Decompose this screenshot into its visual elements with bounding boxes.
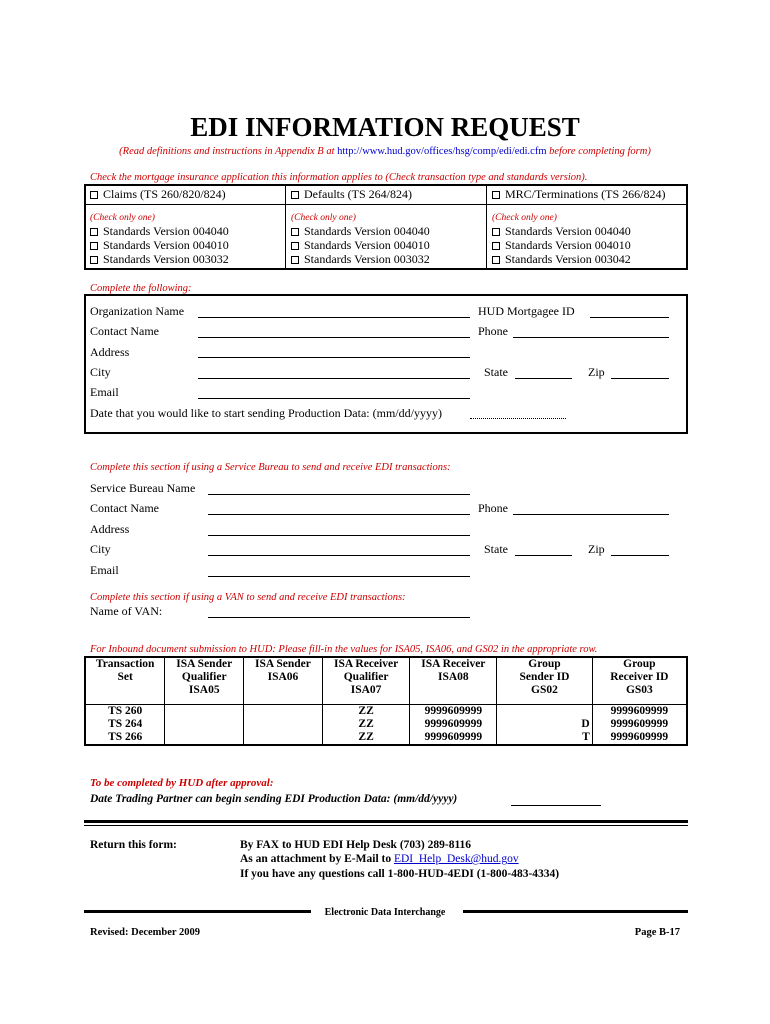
isa-table [84, 656, 688, 746]
claims-version-1[interactable] [90, 224, 229, 239]
transaction-header-rule [85, 204, 687, 205]
city-label: City [90, 365, 111, 379]
isa06-input[interactable] [244, 731, 323, 745]
sb-contact-name-label: Contact Name [90, 501, 159, 515]
van-prompt: Complete this section if using a VAN to send and receive EDI transactions: [90, 592, 406, 603]
mrc-version-3[interactable] [492, 252, 631, 267]
sb-city-label: City [90, 542, 111, 556]
checkbox[interactable] [492, 228, 500, 236]
checkbox[interactable] [492, 242, 500, 250]
version-label: Standards Version 003032 [304, 252, 430, 266]
col-isa07: ISA Receiver Qualifier ISA07 [322, 657, 410, 704]
col-isa08: ISA Receiver ISA08 [410, 657, 497, 704]
isa08-cell: 9999609999 [410, 718, 497, 731]
version-label: Standards Version 003032 [103, 252, 229, 266]
claims-version-2[interactable] [90, 238, 229, 253]
intro-url[interactable]: http://www.hud.gov/offices/hsg/comp/edi/edi.cfm [337, 146, 547, 157]
service-bureau-name-field[interactable] [208, 494, 470, 495]
revised-date: Revised: December 2009 [90, 927, 201, 938]
van-name-label: Name of VAN: [90, 604, 163, 618]
intro-after: before completing form) [546, 146, 651, 157]
address-label: Address [90, 345, 130, 359]
isa06-input[interactable] [244, 704, 323, 718]
defaults-checkbox[interactable] [291, 191, 299, 199]
organization-name-label: Organization Name [90, 304, 185, 318]
hud-date-label: Date Trading Partner can begin sending EDI Production Data: (mm/dd/yyyy) [90, 793, 458, 805]
isa07-cell: ZZ [322, 718, 410, 731]
zip-label: Zip [588, 365, 605, 379]
gs03-cell: 9999609999 [592, 704, 687, 718]
table-row [85, 718, 687, 731]
version-label: Standards Version 004040 [304, 224, 430, 238]
checkbox[interactable] [291, 242, 299, 250]
defaults-option[interactable] [291, 187, 412, 202]
claims-label: Claims (TS 260/820/824) [103, 187, 226, 201]
hud-mortgagee-id-label: HUD Mortgagee ID [478, 304, 575, 318]
intro-text [0, 146, 770, 157]
section-rule-thin [84, 825, 688, 826]
isa08-cell: 9999609999 [410, 731, 497, 745]
version-label: Standards Version 004040 [505, 224, 631, 238]
service-bureau-prompt: Complete this section if using a Service Bureau to send and receive EDI transactions: [90, 462, 451, 473]
gs02-input[interactable]: D [497, 718, 593, 731]
sb-email-field[interactable] [208, 576, 470, 577]
page-title: EDI INFORMATION REQUEST [190, 112, 580, 142]
contact-name-field[interactable] [198, 337, 470, 338]
col-gs02: Group Sender ID GS02 [497, 657, 593, 704]
start-date-field[interactable] [470, 418, 566, 419]
transaction-set-cell: TS 260 [85, 704, 165, 718]
isa07-cell: ZZ [322, 704, 410, 718]
sb-zip-field[interactable] [611, 555, 669, 556]
phone-label: Phone [478, 324, 508, 338]
mrc-note: (Check only one) [492, 213, 557, 223]
van-name-field[interactable] [208, 617, 470, 618]
page-number: Page B-17 [634, 927, 680, 938]
return-phone: If you have any questions call 1-800-HUD-4EDI (1-800-483-4334) [240, 868, 560, 880]
gs02-input[interactable] [497, 704, 593, 718]
mrc-checkbox[interactable] [492, 191, 500, 199]
complete-prompt: Complete the following: [90, 283, 192, 294]
col-gs03: Group Receiver ID GS03 [592, 657, 687, 704]
return-email-line [240, 853, 519, 865]
intro-before: (Read definitions and instructions in Appendix B at [119, 146, 338, 157]
version-label: Standards Version 004010 [103, 238, 229, 252]
transaction-divider-1 [285, 185, 286, 269]
hud-date-field[interactable] [511, 805, 601, 806]
isa05-input[interactable] [165, 731, 244, 745]
sb-zip-label: Zip [588, 542, 605, 556]
col-isa06: ISA Sender ISA06 [244, 657, 323, 704]
defaults-label: Defaults (TS 264/824) [304, 187, 412, 201]
defaults-version-1[interactable] [291, 224, 430, 239]
sb-phone-label: Phone [478, 501, 508, 515]
mrc-option[interactable] [492, 187, 666, 202]
gs03-cell: 9999609999 [592, 731, 687, 745]
isa07-cell: ZZ [322, 731, 410, 745]
service-bureau-name-label: Service Bureau Name [90, 481, 196, 495]
defaults-version-2[interactable] [291, 238, 430, 253]
isa-header-row [85, 657, 687, 704]
sb-contact-name-field[interactable] [208, 514, 470, 515]
zip-field[interactable] [611, 378, 669, 379]
transaction-set-cell: TS 266 [85, 731, 165, 745]
transaction-divider-2 [486, 185, 487, 269]
state-label: State [484, 365, 508, 379]
hud-approval-label: To be completed by HUD after approval: [90, 777, 274, 789]
defaults-note: (Check only one) [291, 213, 356, 223]
sb-city-field[interactable] [208, 555, 470, 556]
phone-field[interactable] [513, 337, 669, 338]
isa08-cell: 9999609999 [410, 704, 497, 718]
gs03-cell: 9999609999 [592, 718, 687, 731]
version-label: Standards Version 004010 [505, 238, 631, 252]
version-label: Standards Version 004010 [304, 238, 430, 252]
return-fax: By FAX to HUD EDI Help Desk (703) 289-8116 [240, 839, 472, 851]
sb-address-field[interactable] [208, 535, 470, 536]
version-label: Standards Version 004040 [103, 224, 229, 238]
isa05-input[interactable] [165, 704, 244, 718]
checkbox[interactable] [90, 256, 98, 264]
return-email-text: As an attachment by E-Mail to [240, 853, 394, 865]
gs02-input[interactable]: T [497, 731, 593, 745]
col-transaction-set: Transaction Set [85, 657, 165, 704]
defaults-version-3[interactable] [291, 252, 430, 267]
checkbox[interactable] [90, 242, 98, 250]
mrc-version-2[interactable] [492, 238, 631, 253]
email-field[interactable] [198, 398, 470, 399]
mrc-label: MRC/Terminations (TS 266/824) [505, 187, 666, 201]
table-row [85, 731, 687, 745]
isa05-input[interactable] [165, 718, 244, 731]
col-isa05: ISA Sender Qualifier ISA05 [165, 657, 244, 704]
checkbox[interactable] [492, 256, 500, 264]
transaction-prompt: Check the mortgage insurance application this information applies to (Check transaction type and standards version). [90, 172, 588, 183]
sb-state-field[interactable] [515, 555, 572, 556]
checkbox[interactable] [291, 256, 299, 264]
start-date-label: Date that you would like to start sending Production Data: (mm/dd/yyyy) [90, 406, 442, 420]
claims-checkbox[interactable] [90, 191, 98, 199]
sb-address-label: Address [90, 522, 130, 536]
isa06-input[interactable] [244, 718, 323, 731]
return-label: Return this form: [90, 839, 177, 851]
sb-email-label: Email [90, 563, 119, 577]
sb-state-label: State [484, 542, 508, 556]
transaction-set-cell: TS 264 [85, 718, 165, 731]
claims-note: (Check only one) [90, 213, 155, 223]
help-desk-email-link[interactable]: EDI_Help_Desk@hud.gov [393, 853, 519, 865]
section-rule-thick [84, 820, 688, 823]
mrc-version-1[interactable] [492, 224, 631, 239]
checkbox[interactable] [291, 228, 299, 236]
footer-center: Electronic Data Interchange [324, 907, 446, 918]
checkbox[interactable] [90, 228, 98, 236]
sb-phone-field[interactable] [513, 514, 669, 515]
claims-option[interactable] [90, 187, 226, 202]
address-field[interactable] [198, 357, 470, 358]
contact-name-label: Contact Name [90, 324, 159, 338]
city-field[interactable] [198, 378, 470, 379]
email-label: Email [90, 385, 119, 399]
hud-mortgagee-id-field[interactable] [590, 317, 669, 318]
table-row [85, 704, 687, 718]
state-field[interactable] [515, 378, 572, 379]
claims-version-3[interactable] [90, 252, 229, 267]
isa-prompt: For Inbound document submission to HUD: Please fill-in the values for ISA05, ISA06, and GS02 in the appropriate row. [90, 644, 598, 655]
version-label: Standards Version 003042 [505, 252, 631, 266]
organization-name-field[interactable] [198, 317, 470, 318]
